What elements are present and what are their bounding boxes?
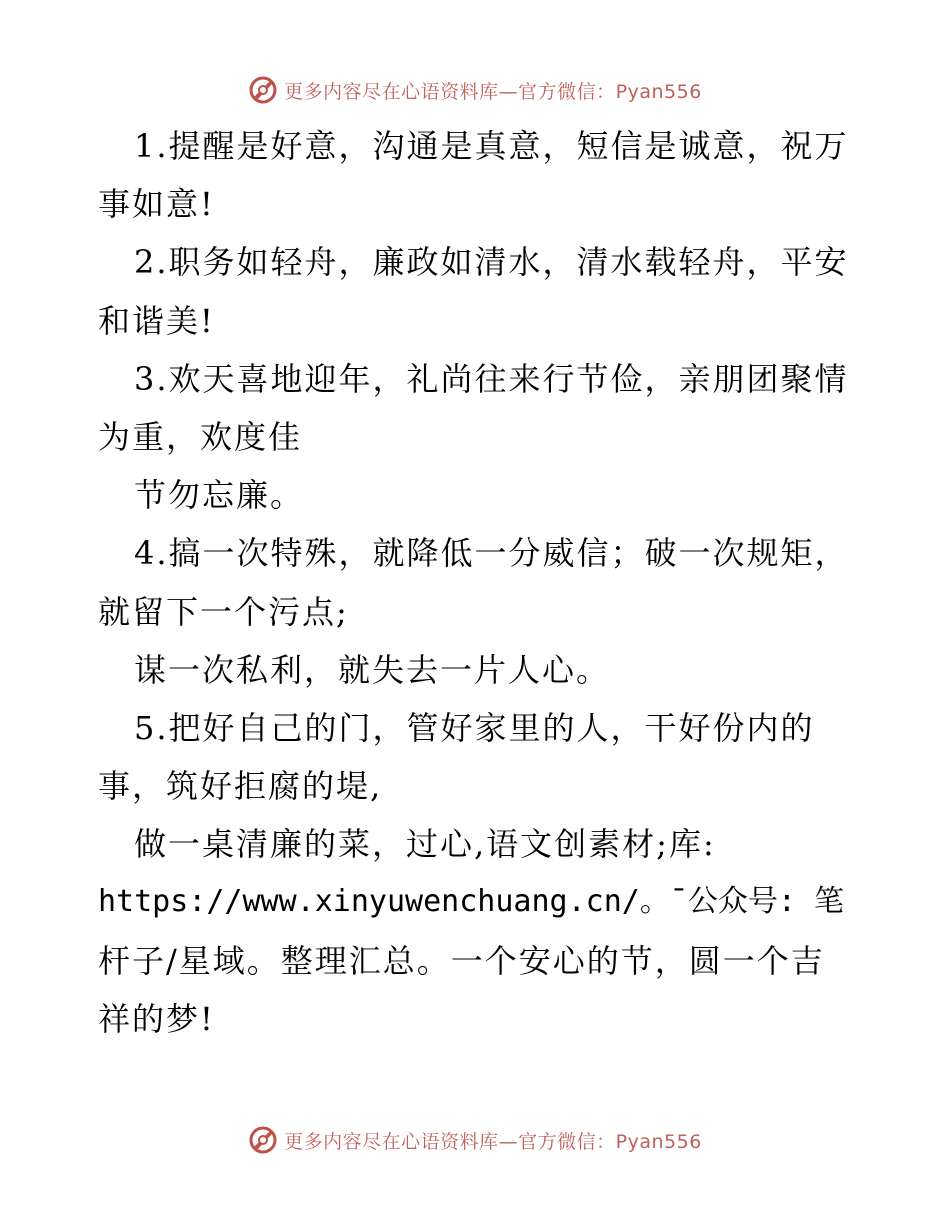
text-line: 做一桌清廉的菜，过心,语文创素材;库: [134, 825, 716, 864]
text-line: 事如意! [98, 185, 215, 224]
text-line: 1.提醒是好意，沟通是真意，短信是诚意，祝万 [134, 127, 849, 165]
text-line: 就留下一个污点; [98, 592, 349, 631]
header-banner-text: 更多内容尽在心语资料库—官方微信：Pyan556 [284, 80, 702, 103]
text-line: 2.职务如轻舟，廉政如清水，清水载轻舟，平安 [134, 243, 849, 282]
footer-banner [0, 1120, 950, 1160]
document-body [98, 117, 858, 1048]
text-line: 5.把好自己的门，管好家里的人，干好份内的 [134, 708, 815, 747]
text-line: 4.搞一次特殊，就降低一分威信；破一次规矩， [134, 534, 849, 573]
footer-banner-text: 更多内容尽在心语资料库—官方微信：Pyan556 [284, 1130, 702, 1153]
text-line: 谋一次私利，就失去一片人心。 [134, 650, 611, 689]
header-banner [0, 70, 950, 110]
text-line: 杆子/星域。整理汇总。一个安心的节，圆一个吉 [98, 941, 825, 980]
text-line: 祥的梦! [98, 999, 215, 1038]
text-line: 为重，欢度佳 [98, 417, 303, 456]
text-line-url: https://www.xinyuwenchuang.cn/。¯公众号: 笔 [98, 884, 845, 920]
text-line: 3.欢天喜地迎年，礼尚往来行节俭，亲朋团聚情 [134, 359, 849, 398]
text-line: 事，筑好拒腐的堤, [98, 767, 383, 806]
text-line: 节勿忘廉。 [134, 476, 305, 515]
quill-logo-icon [248, 75, 278, 105]
text-line: 和谐美! [98, 301, 215, 340]
quill-logo-icon [248, 1125, 278, 1155]
